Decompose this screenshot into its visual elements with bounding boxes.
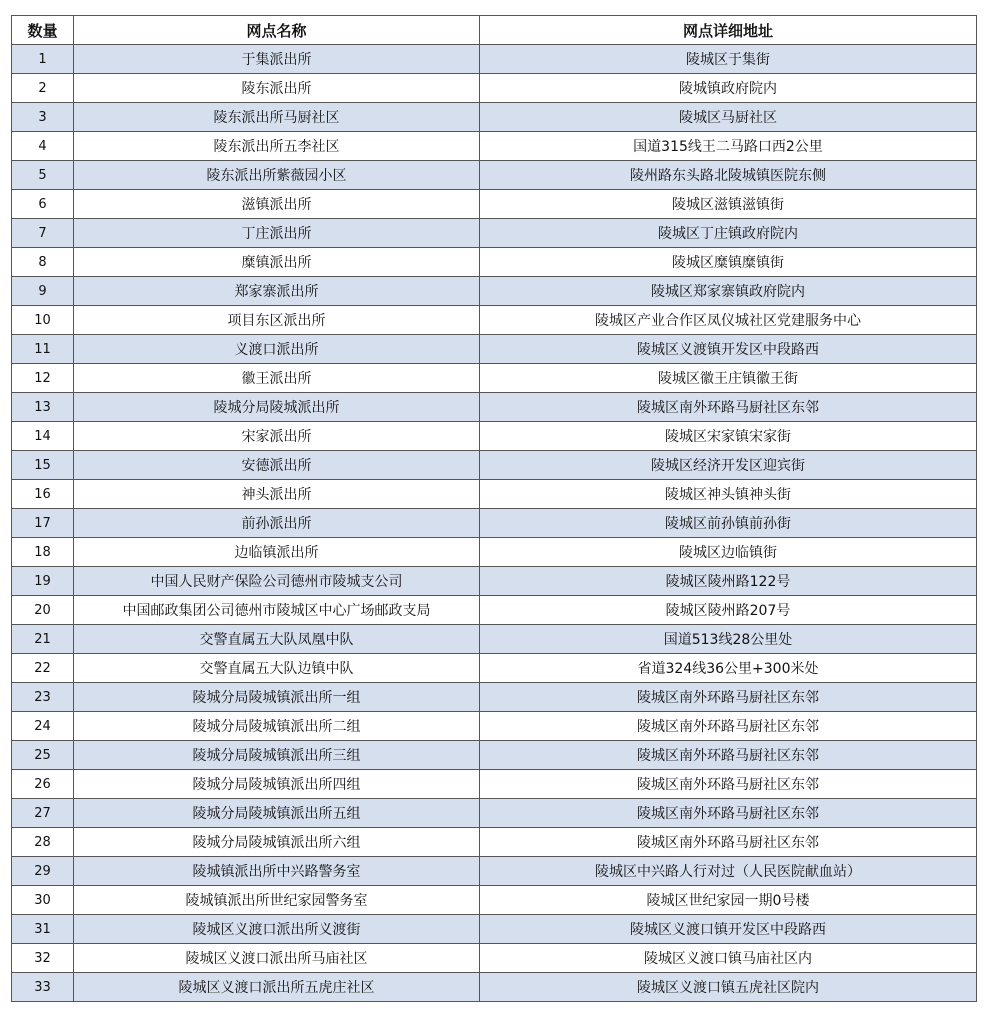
row-number-cell: 28 xyxy=(12,828,74,857)
outlet-address-cell: 陵城区南外环路马厨社区东邻 xyxy=(480,828,977,857)
table-row xyxy=(12,567,977,596)
table-row xyxy=(12,509,977,538)
table-row xyxy=(12,973,977,1002)
row-number-cell: 8 xyxy=(12,248,74,277)
outlet-name-cell: 丁庄派出所 xyxy=(74,219,480,248)
outlet-address-cell: 陵城区边临镇街 xyxy=(480,538,977,567)
outlet-address-cell: 陵城区徽王庄镇徽王街 xyxy=(480,364,977,393)
row-number-cell: 4 xyxy=(12,132,74,161)
row-number-cell: 6 xyxy=(12,190,74,219)
row-number-cell: 20 xyxy=(12,596,74,625)
row-number-cell: 21 xyxy=(12,625,74,654)
outlet-address-cell: 陵城区世纪家园一期0号楼 xyxy=(480,886,977,915)
outlet-address-cell: 陵城区陵州路207号 xyxy=(480,596,977,625)
outlet-address-cell: 陵城区郑家寨镇政府院内 xyxy=(480,277,977,306)
row-number-cell: 13 xyxy=(12,393,74,422)
outlet-address-cell: 陵城区南外环路马厨社区东邻 xyxy=(480,770,977,799)
table-row xyxy=(12,364,977,393)
table-row xyxy=(12,451,977,480)
row-number-cell: 29 xyxy=(12,857,74,886)
row-number-cell: 14 xyxy=(12,422,74,451)
outlet-name-cell: 陵城镇派出所世纪家园警务室 xyxy=(74,886,480,915)
outlet-name-cell: 陵城镇派出所中兴路警务室 xyxy=(74,857,480,886)
outlet-name-cell: 陵城分局陵城镇派出所六组 xyxy=(74,828,480,857)
row-number-cell: 31 xyxy=(12,915,74,944)
outlet-table-container xyxy=(11,15,976,1002)
outlet-name-cell: 滋镇派出所 xyxy=(74,190,480,219)
table-body xyxy=(12,45,977,1002)
table-row xyxy=(12,625,977,654)
outlet-address-cell: 陵城区滋镇滋镇街 xyxy=(480,190,977,219)
table-row xyxy=(12,248,977,277)
outlet-address-cell: 陵城区产业合作区凤仪城社区党建服务中心 xyxy=(480,306,977,335)
header-count: 数量 xyxy=(12,16,74,45)
outlet-name-cell: 陵城分局陵城镇派出所四组 xyxy=(74,770,480,799)
outlet-name-cell: 陵东派出所马厨社区 xyxy=(74,103,480,132)
outlet-name-cell: 神头派出所 xyxy=(74,480,480,509)
outlet-name-cell: 中国人民财产保险公司德州市陵城支公司 xyxy=(74,567,480,596)
outlet-address-cell: 陵城区神头镇神头街 xyxy=(480,480,977,509)
row-number-cell: 2 xyxy=(12,74,74,103)
outlet-address-cell: 陵城区于集街 xyxy=(480,45,977,74)
row-number-cell: 10 xyxy=(12,306,74,335)
outlet-address-cell: 陵城区南外环路马厨社区东邻 xyxy=(480,683,977,712)
outlet-address-cell: 陵城区糜镇糜镇街 xyxy=(480,248,977,277)
outlet-address-cell: 陵城区丁庄镇政府院内 xyxy=(480,219,977,248)
table-row xyxy=(12,799,977,828)
row-number-cell: 16 xyxy=(12,480,74,509)
row-number-cell: 17 xyxy=(12,509,74,538)
table-row xyxy=(12,770,977,799)
table-row xyxy=(12,828,977,857)
outlet-address-cell: 陵城区义渡口镇马庙社区内 xyxy=(480,944,977,973)
outlet-name-cell: 陵城分局陵城镇派出所五组 xyxy=(74,799,480,828)
row-number-cell: 26 xyxy=(12,770,74,799)
outlet-address-cell: 陵城区中兴路人行对过（人民医院献血站） xyxy=(480,857,977,886)
table-row xyxy=(12,132,977,161)
outlet-name-cell: 陵城分局陵城派出所 xyxy=(74,393,480,422)
row-number-cell: 33 xyxy=(12,973,74,1002)
outlet-name-cell: 于集派出所 xyxy=(74,45,480,74)
row-number-cell: 3 xyxy=(12,103,74,132)
table-row xyxy=(12,45,977,74)
table-row xyxy=(12,538,977,567)
row-number-cell: 24 xyxy=(12,712,74,741)
row-number-cell: 9 xyxy=(12,277,74,306)
row-number-cell: 23 xyxy=(12,683,74,712)
table-row xyxy=(12,741,977,770)
row-number-cell: 30 xyxy=(12,886,74,915)
table-row xyxy=(12,219,977,248)
outlet-name-cell: 陵东派出所紫薇园小区 xyxy=(74,161,480,190)
outlet-name-cell: 中国邮政集团公司德州市陵城区中心广场邮政支局 xyxy=(74,596,480,625)
outlet-name-cell: 安德派出所 xyxy=(74,451,480,480)
row-number-cell: 32 xyxy=(12,944,74,973)
table-row xyxy=(12,596,977,625)
outlet-table xyxy=(11,15,977,1002)
outlet-address-cell: 国道315线王二马路口西2公里 xyxy=(480,132,977,161)
outlet-name-cell: 陵东派出所五李社区 xyxy=(74,132,480,161)
outlet-name-cell: 郑家寨派出所 xyxy=(74,277,480,306)
table-header-row xyxy=(12,16,977,45)
outlet-name-cell: 糜镇派出所 xyxy=(74,248,480,277)
outlet-address-cell: 陵城镇政府院内 xyxy=(480,74,977,103)
outlet-name-cell: 陵城分局陵城镇派出所一组 xyxy=(74,683,480,712)
table-row xyxy=(12,683,977,712)
table-row xyxy=(12,654,977,683)
outlet-address-cell: 陵城区义渡口镇开发区中段路西 xyxy=(480,915,977,944)
outlet-name-cell: 陵城区义渡口派出所五虎庄社区 xyxy=(74,973,480,1002)
outlet-address-cell: 省道324线36公里+300米处 xyxy=(480,654,977,683)
outlet-address-cell: 陵城区经济开发区迎宾街 xyxy=(480,451,977,480)
outlet-name-cell: 陵城区义渡口派出所义渡街 xyxy=(74,915,480,944)
table-row xyxy=(12,944,977,973)
table-row xyxy=(12,306,977,335)
outlet-name-cell: 义渡口派出所 xyxy=(74,335,480,364)
table-row xyxy=(12,393,977,422)
table-row xyxy=(12,103,977,132)
outlet-name-cell: 陵东派出所 xyxy=(74,74,480,103)
outlet-name-cell: 陵城分局陵城镇派出所三组 xyxy=(74,741,480,770)
outlet-address-cell: 国道513线28公里处 xyxy=(480,625,977,654)
outlet-address-cell: 陵城区义渡镇开发区中段路西 xyxy=(480,335,977,364)
table-row xyxy=(12,422,977,451)
outlet-name-cell: 宋家派出所 xyxy=(74,422,480,451)
table-row xyxy=(12,712,977,741)
table-row xyxy=(12,857,977,886)
outlet-address-cell: 陵城区前孙镇前孙街 xyxy=(480,509,977,538)
row-number-cell: 12 xyxy=(12,364,74,393)
row-number-cell: 22 xyxy=(12,654,74,683)
row-number-cell: 27 xyxy=(12,799,74,828)
outlet-name-cell: 交警直属五大队边镇中队 xyxy=(74,654,480,683)
outlet-name-cell: 陵城区义渡口派出所马庙社区 xyxy=(74,944,480,973)
table-row xyxy=(12,480,977,509)
table-row xyxy=(12,161,977,190)
table-row xyxy=(12,335,977,364)
outlet-address-cell: 陵城区南外环路马厨社区东邻 xyxy=(480,712,977,741)
outlet-name-cell: 陵城分局陵城镇派出所二组 xyxy=(74,712,480,741)
outlet-address-cell: 陵城区南外环路马厨社区东邻 xyxy=(480,799,977,828)
outlet-name-cell: 项目东区派出所 xyxy=(74,306,480,335)
outlet-name-cell: 前孙派出所 xyxy=(74,509,480,538)
table-row xyxy=(12,74,977,103)
table-row xyxy=(12,277,977,306)
row-number-cell: 25 xyxy=(12,741,74,770)
outlet-name-cell: 徽王派出所 xyxy=(74,364,480,393)
outlet-address-cell: 陵城区南外环路马厨社区东邻 xyxy=(480,393,977,422)
row-number-cell: 11 xyxy=(12,335,74,364)
outlet-name-cell: 边临镇派出所 xyxy=(74,538,480,567)
outlet-address-cell: 陵城区宋家镇宋家街 xyxy=(480,422,977,451)
outlet-address-cell: 陵州路东头路北陵城镇医院东侧 xyxy=(480,161,977,190)
row-number-cell: 7 xyxy=(12,219,74,248)
table-row xyxy=(12,915,977,944)
outlet-name-cell: 交警直属五大队凤凰中队 xyxy=(74,625,480,654)
table-row xyxy=(12,190,977,219)
outlet-address-cell: 陵城区陵州路122号 xyxy=(480,567,977,596)
outlet-address-cell: 陵城区义渡口镇五虎社区院内 xyxy=(480,973,977,1002)
outlet-address-cell: 陵城区南外环路马厨社区东邻 xyxy=(480,741,977,770)
outlet-address-cell: 陵城区马厨社区 xyxy=(480,103,977,132)
header-outlet-name: 网点名称 xyxy=(74,16,480,45)
row-number-cell: 15 xyxy=(12,451,74,480)
row-number-cell: 19 xyxy=(12,567,74,596)
header-outlet-address: 网点详细地址 xyxy=(480,16,977,45)
row-number-cell: 1 xyxy=(12,45,74,74)
table-row xyxy=(12,886,977,915)
row-number-cell: 18 xyxy=(12,538,74,567)
row-number-cell: 5 xyxy=(12,161,74,190)
